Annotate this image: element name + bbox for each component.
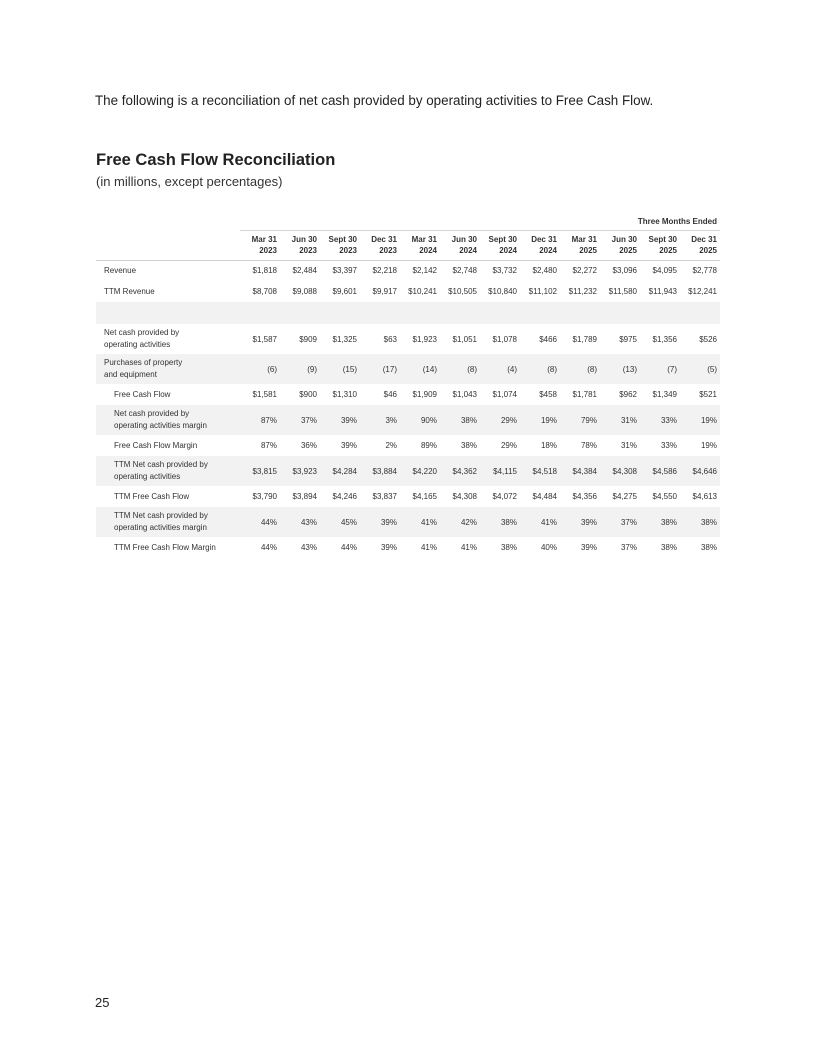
intro-text: The following is a reconciliation of net cash provided by operating activities to Free Cash Flow. (95, 93, 654, 108)
table-cell: $909 (299, 334, 317, 344)
table-cell: (13) (600, 354, 640, 384)
table-cell: $11,102 (528, 287, 557, 296)
table-cell: $1,581 (252, 390, 277, 399)
column-header-month: Dec 31 (371, 234, 397, 244)
column-header-month: Dec 31 (691, 234, 717, 244)
table-cell: 3% (360, 405, 400, 435)
table-cell: 41% (420, 543, 437, 552)
table-cell: $521 (699, 390, 717, 399)
table-cell: 33% (660, 441, 677, 450)
table-cell: $1,923 (412, 334, 437, 344)
table-cell: $3,096 (612, 266, 637, 276)
table-cell: $4,586 (640, 456, 680, 486)
table-cell: 39% (360, 507, 400, 537)
column-header-blank (96, 230, 240, 260)
table-row (96, 260, 720, 281)
row-label (96, 435, 240, 456)
table-cell: 29% (480, 405, 520, 435)
table-cell: (14) (400, 354, 440, 384)
table-cell: $1,781 (572, 390, 597, 399)
table-cell: $10,840 (488, 287, 517, 296)
table-cell: $3,894 (292, 492, 317, 501)
column-header-year: 2025 (699, 246, 717, 255)
table-cell: 36% (300, 441, 317, 450)
column-header (560, 230, 600, 260)
column-header (440, 230, 480, 260)
table-cell: $975 (619, 334, 637, 344)
row-label-line: Revenue (104, 265, 137, 275)
column-header-year: 2024 (539, 246, 557, 255)
table-cell: 39% (340, 441, 357, 450)
column-header-month: Mar 31 (411, 234, 437, 244)
period-label: Three Months Ended (637, 217, 717, 227)
table-cell: $1,043 (452, 390, 477, 399)
table-cell: 39% (380, 543, 397, 552)
row-label-line: operating activities margin (114, 421, 207, 430)
table-cell: $4,072 (492, 492, 517, 501)
table-row (96, 354, 720, 384)
table-cell: $9,088 (292, 287, 317, 296)
column-header-year: 2024 (459, 246, 477, 255)
column-header (520, 230, 560, 260)
row-label-line: TTM Net cash provided by (114, 460, 208, 469)
row-label (96, 384, 240, 405)
table-cell: 90% (400, 405, 440, 435)
table-cell: $10,241 (408, 287, 437, 296)
table-cell: $4,284 (320, 456, 360, 486)
table-cell: 38% (460, 441, 477, 450)
reconciliation-table (96, 214, 720, 558)
row-label-line: TTM Revenue (104, 286, 155, 296)
column-header-row (96, 230, 720, 260)
table-cell: $1,909 (412, 390, 437, 399)
table-cell: $4,356 (572, 492, 597, 501)
table-cell: $3,884 (360, 456, 400, 486)
table-cell: 19% (700, 441, 717, 450)
table-cell: $12,241 (688, 287, 717, 296)
column-header-year: 2025 (619, 246, 637, 255)
table-cell: $4,246 (332, 492, 357, 501)
column-header-month: Sept 30 (648, 234, 677, 244)
table-cell: $962 (619, 390, 637, 399)
column-header (280, 230, 320, 260)
table-cell: 2% (385, 441, 397, 450)
column-header (240, 230, 280, 260)
row-label-line: Purchases of property (104, 358, 183, 367)
column-header-year: 2023 (259, 246, 277, 255)
table-cell: 87% (260, 441, 277, 450)
table-cell: 31% (620, 441, 637, 450)
table-cell: (8) (520, 354, 560, 384)
table-cell: $526 (699, 334, 717, 344)
table-cell: (8) (440, 354, 480, 384)
table-cell: $900 (299, 390, 317, 399)
spacer-cell (96, 302, 720, 324)
column-header (480, 230, 520, 260)
table-cell: 38% (480, 507, 520, 537)
table-cell: 37% (600, 507, 640, 537)
section-title: Free Cash Flow Reconciliation (96, 151, 336, 169)
table-cell: 44% (240, 507, 280, 537)
table-cell: (17) (360, 354, 400, 384)
table-cell: $11,943 (648, 287, 677, 296)
column-header-month: Jun 30 (291, 234, 317, 244)
table-row (96, 507, 720, 537)
row-label (96, 537, 240, 558)
table-cell: 41% (460, 543, 477, 552)
table-cell: (9) (280, 354, 320, 384)
table-cell: 38% (640, 507, 680, 537)
table-cell: 38% (680, 507, 720, 537)
row-label-line: TTM Free Cash Flow Margin (114, 542, 216, 552)
row-label (96, 456, 240, 486)
row-label-line: operating activities (104, 340, 171, 349)
table-cell: $1,310 (332, 390, 357, 399)
table-cell: $3,732 (492, 266, 517, 276)
row-label (96, 354, 240, 384)
table-cell: 44% (340, 543, 357, 552)
table-cell: $1,356 (652, 334, 677, 344)
table-row (96, 486, 720, 507)
table-cell: $4,646 (680, 456, 720, 486)
table-cell: $3,923 (280, 456, 320, 486)
table-cell: $63 (383, 334, 397, 344)
row-label (96, 405, 240, 435)
table-cell: $4,550 (652, 492, 677, 501)
column-header (600, 230, 640, 260)
table-cell: $2,142 (412, 266, 437, 276)
row-label (96, 260, 240, 281)
column-header (360, 230, 400, 260)
column-header (400, 230, 440, 260)
table-cell: 38% (440, 405, 480, 435)
column-header (640, 230, 680, 260)
table-cell: $3,790 (252, 492, 277, 501)
row-label-line: Free Cash Flow Margin (114, 440, 198, 450)
table-cell: 33% (640, 405, 680, 435)
table-cell: $4,308 (452, 492, 477, 501)
section-subtitle: (in millions, except percentages) (96, 174, 283, 189)
table-cell: (5) (680, 354, 720, 384)
table-cell: $11,232 (568, 287, 597, 296)
row-label-line: Net cash provided by (104, 328, 180, 337)
table-cell: 31% (600, 405, 640, 435)
table-cell: $1,051 (452, 334, 477, 344)
column-header-month: Mar 31 (251, 234, 277, 244)
table-cell: $3,815 (240, 456, 280, 486)
table-cell: $9,917 (372, 287, 397, 296)
table-cell: 43% (280, 507, 320, 537)
table-cell: (6) (240, 354, 280, 384)
table-cell: 45% (320, 507, 360, 537)
column-header-month: Sept 30 (488, 234, 517, 244)
table-cell: $4,095 (652, 266, 677, 276)
table-cell: $4,220 (400, 456, 440, 486)
row-label-line: and equipment (104, 370, 157, 379)
table-row (96, 435, 720, 456)
table-cell: 42% (440, 507, 480, 537)
table-cell: $4,484 (532, 492, 557, 501)
table-cell: $466 (539, 334, 557, 344)
table-cell: $2,778 (692, 266, 717, 276)
table-cell: $1,074 (492, 390, 517, 399)
column-header-year: 2023 (339, 246, 357, 255)
period-header-row (96, 214, 720, 230)
table-cell: (4) (480, 354, 520, 384)
row-label-line: Net cash provided by (114, 409, 190, 418)
free-cash-flow-table (96, 214, 720, 558)
table-cell: 37% (280, 405, 320, 435)
column-header-year: 2024 (499, 246, 517, 255)
table-cell: 43% (300, 543, 317, 552)
table-cell: $2,748 (452, 266, 477, 276)
table-cell: (15) (320, 354, 360, 384)
table-cell: 89% (420, 441, 437, 450)
row-label-line: Free Cash Flow (114, 389, 171, 399)
table-row (96, 456, 720, 486)
row-label-line: operating activities margin (114, 523, 207, 532)
row-label-line: operating activities (114, 472, 181, 481)
column-header-year: 2024 (419, 246, 437, 255)
table-cell: 38% (700, 543, 717, 552)
table-cell: $2,272 (572, 266, 597, 276)
table-cell: 29% (500, 441, 517, 450)
row-label (96, 486, 240, 507)
table-cell: $458 (539, 390, 557, 399)
table-cell: $4,384 (560, 456, 600, 486)
table-cell: $1,325 (332, 334, 357, 344)
column-header-month: Sept 30 (328, 234, 357, 244)
column-header-month: Dec 31 (531, 234, 557, 244)
table-cell: $4,275 (612, 492, 637, 501)
table-cell: 87% (240, 405, 280, 435)
table-row (96, 324, 720, 354)
column-header-month: Mar 31 (571, 234, 597, 244)
table-cell: $4,613 (692, 492, 717, 501)
table-cell: 41% (400, 507, 440, 537)
table-row (96, 281, 720, 302)
table-cell: $9,601 (332, 287, 357, 296)
table-cell: $4,362 (440, 456, 480, 486)
table-cell: $10,505 (448, 287, 477, 296)
column-header-year: 2025 (579, 246, 597, 255)
table-cell: $1,789 (572, 334, 597, 344)
table-cell: $4,165 (412, 492, 437, 501)
table-row (96, 384, 720, 405)
column-header-year: 2025 (659, 246, 677, 255)
table-cell: 44% (260, 543, 277, 552)
column-header (680, 230, 720, 260)
page-number: 25 (95, 995, 110, 1010)
table-cell: $1,349 (652, 390, 677, 399)
table-cell: 19% (520, 405, 560, 435)
table-row (96, 537, 720, 558)
table-cell: $1,818 (252, 266, 277, 276)
column-header-month: Jun 30 (611, 234, 637, 244)
row-label-line: TTM Net cash provided by (114, 511, 208, 520)
table-cell: $2,480 (532, 266, 557, 276)
table-cell: $2,218 (372, 266, 397, 276)
table-cell: 78% (580, 441, 597, 450)
table-cell: $1,587 (252, 334, 277, 344)
table-cell: 38% (500, 543, 517, 552)
period-header-blank (96, 214, 240, 230)
table-cell: 40% (540, 543, 557, 552)
row-label (96, 324, 240, 354)
table-cell: 19% (680, 405, 720, 435)
table-cell: $1,078 (492, 334, 517, 344)
table-cell: 18% (540, 441, 557, 450)
row-label-line: TTM Free Cash Flow (114, 491, 190, 501)
row-label (96, 507, 240, 537)
table-cell: 39% (560, 507, 600, 537)
table-cell: $4,115 (480, 456, 520, 486)
table-cell: $11,580 (608, 287, 637, 296)
table-cell: 39% (580, 543, 597, 552)
table-cell: $8,708 (252, 287, 277, 296)
column-header (320, 230, 360, 260)
table-row (96, 405, 720, 435)
column-header-year: 2023 (299, 246, 317, 255)
table-cell: 39% (320, 405, 360, 435)
table-cell: $3,397 (332, 266, 357, 276)
table-cell: 37% (620, 543, 637, 552)
column-header-year: 2023 (379, 246, 397, 255)
table-cell: $3,837 (372, 492, 397, 501)
table-cell: 38% (660, 543, 677, 552)
table-cell: $4,518 (520, 456, 560, 486)
table-cell: $2,484 (292, 266, 317, 276)
column-header-month: Jun 30 (451, 234, 477, 244)
table-cell: $46 (383, 390, 397, 399)
table-cell: 79% (560, 405, 600, 435)
table-body (96, 260, 720, 558)
table-cell: $4,308 (600, 456, 640, 486)
table-cell: (8) (560, 354, 600, 384)
spacer-row (96, 302, 720, 324)
row-label (96, 281, 240, 302)
table-cell: (7) (640, 354, 680, 384)
table-cell: 41% (520, 507, 560, 537)
